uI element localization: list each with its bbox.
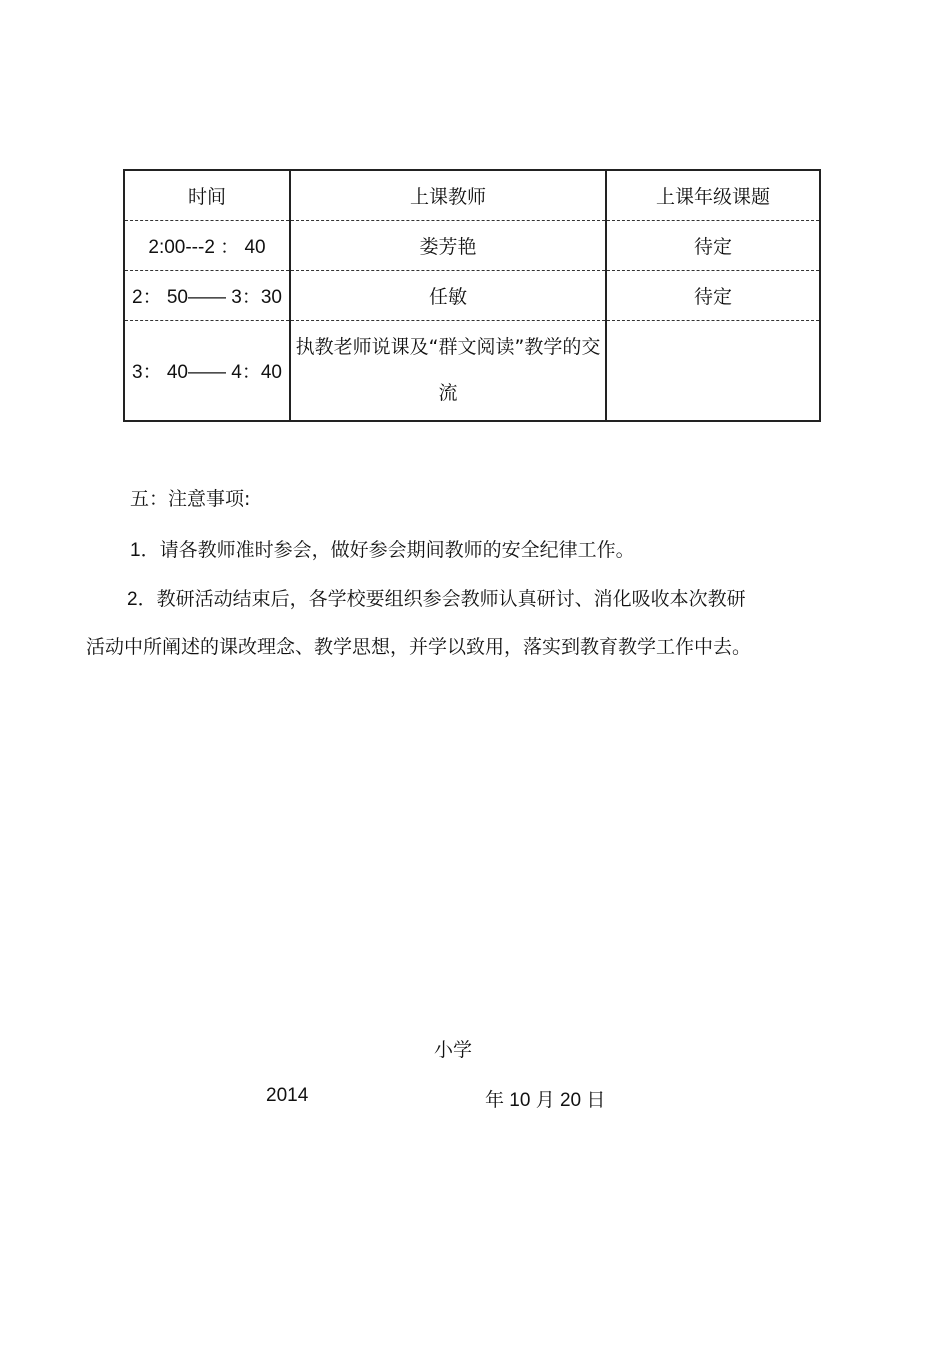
note-item-2-number: 2． <box>127 589 157 610</box>
table-row <box>124 320 820 421</box>
cell-topic: 待定 <box>606 270 820 320</box>
header-time: 时间 <box>124 170 290 220</box>
table-row <box>124 270 820 320</box>
signature-date: 年 10 月 20 日 <box>485 1090 606 1111</box>
table-row <box>124 220 820 270</box>
cell-topic: 待定 <box>606 220 820 270</box>
signature-year: 2014 <box>266 1085 309 1106</box>
note-item-2-line-2: 活动中所阐述的课改理念、教学思想，并学以致用，落实到教育教学工作中去。 <box>86 636 752 658</box>
cell-time: 2:00---2 ： 40 <box>124 220 290 270</box>
note-item-2-line-1 <box>127 584 746 611</box>
header-teacher: 上课教师 <box>290 170 606 220</box>
cell-topic <box>606 320 820 421</box>
cell-teacher: 娄芳艳 <box>290 220 606 270</box>
cell-time: 3： 40—— 4：40 <box>124 320 290 421</box>
schedule-table <box>123 169 821 422</box>
table-header-row <box>124 170 820 220</box>
cell-teacher: 任敏 <box>290 270 606 320</box>
cell-teacher: 执教老师说课及“群文阅读”教学的交流 <box>290 320 606 421</box>
notes-heading: 五：注意事项: <box>130 488 251 510</box>
note-item-1-text: 请各教师准时参会，做好参会期间教师的安全纪律工作。 <box>159 539 635 561</box>
note-item-2-text: 教研活动结束后，各学校要组织参会教师认真研讨、消化吸收本次教研 <box>156 588 746 610</box>
signature-school: 小学 <box>434 1039 473 1061</box>
header-topic: 上课年级课题 <box>606 170 820 220</box>
note-item-1 <box>130 535 635 562</box>
note-item-1-number: 1． <box>130 540 160 561</box>
cell-time: 2： 50—— 3：30 <box>124 270 290 320</box>
